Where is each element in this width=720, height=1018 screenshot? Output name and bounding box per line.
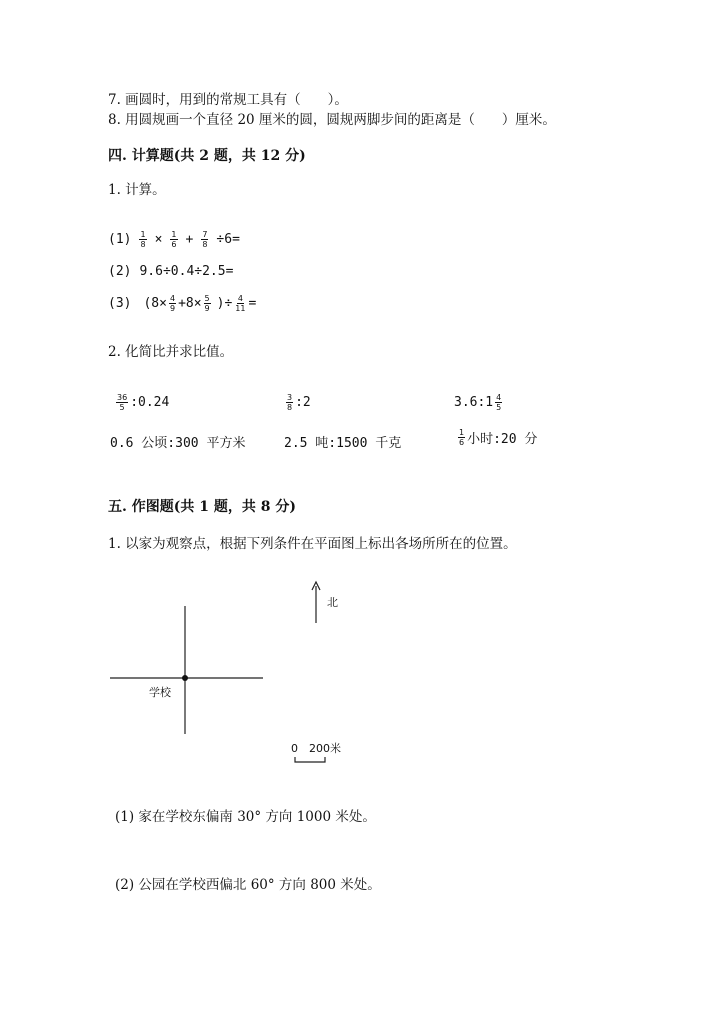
numerator: 3 <box>287 393 293 402</box>
section-4-title: 四. 计算题(共 2 题，共 12 分) <box>108 148 306 164</box>
ratio-item-4: 0.6 公顷:300 平方米 <box>110 436 246 451</box>
calc-item-1-tail: ÷6= <box>216 232 240 247</box>
calc-item-3-mid: +8× <box>178 296 202 311</box>
numerator: 7 <box>202 230 208 239</box>
school-label: 学校 <box>149 686 171 699</box>
calc-item-2-prefix: (2) <box>108 264 132 279</box>
denominator: 9 <box>204 304 210 313</box>
school-point <box>182 675 188 681</box>
numerator: 1 <box>171 230 177 239</box>
question-7: 7. 画圆时，用到的常规工具有（ ）。 <box>108 92 348 108</box>
calc-item-1-prefix: (1) <box>108 232 132 247</box>
condition-2: (2) 公园在学校西偏北 60° 方向 800 米处。 <box>115 877 381 893</box>
numerator: 5 <box>204 294 210 303</box>
operator: × <box>154 232 163 247</box>
calc-item-3-prefix: (3) <box>108 296 132 311</box>
numerator: 1 <box>459 428 465 437</box>
calc-item-3-close: )÷ <box>216 296 233 311</box>
calc-item-3-tail: = <box>248 296 257 311</box>
ratio-question-label: 2. 化简比并求比值。 <box>108 344 234 360</box>
denominator: 5 <box>496 403 502 412</box>
calc-question-label: 1. 计算。 <box>108 182 166 198</box>
numerator: 36 <box>117 393 128 402</box>
numerator: 4 <box>237 294 243 303</box>
denominator: 6 <box>171 240 177 249</box>
denominator: 5 <box>119 403 125 412</box>
condition-1: (1) 家在学校东偏南 30° 方向 1000 米处。 <box>115 809 376 825</box>
denominator: 8 <box>140 240 146 249</box>
ratio-item-1-tail: :0.24 <box>130 395 170 410</box>
denominator: 11 <box>235 304 246 313</box>
ratio-item-6-tail: 小时:20 分 <box>467 432 538 447</box>
denominator: 8 <box>202 240 208 249</box>
ratio-item-2-tail: :2 <box>295 395 311 410</box>
ratio-item-3-lead: 3.6:1 <box>454 395 494 410</box>
scale-distance-label: 200米 <box>309 742 341 755</box>
section-5-title: 五. 作图题(共 1 题，共 8 分) <box>108 499 296 515</box>
question-8: 8. 用圆规画一个直径 20 厘米的圆，圆规两脚步间的距离是（ ）厘米。 <box>108 112 556 128</box>
calc-item-3-open: (8× <box>143 296 167 311</box>
scale-bar <box>295 757 325 762</box>
numerator: 4 <box>169 294 176 303</box>
denominator: 9 <box>169 304 176 313</box>
calc-item-2-expression: 9.6÷0.4÷2.5= <box>139 264 234 279</box>
numerator: 4 <box>496 393 502 402</box>
north-label: 北 <box>327 596 338 609</box>
denominator: 8 <box>287 403 293 412</box>
scale-zero-label: 0 <box>291 742 298 755</box>
operator: + <box>185 232 194 247</box>
ratio-item-5: 2.5 吨:1500 千克 <box>284 436 402 451</box>
numerator: 1 <box>140 230 146 239</box>
drawing-question-label: 1. 以家为观察点，根据下列条件在平面图上标出各场所所在的位置。 <box>108 536 517 552</box>
denominator: 6 <box>459 438 465 447</box>
